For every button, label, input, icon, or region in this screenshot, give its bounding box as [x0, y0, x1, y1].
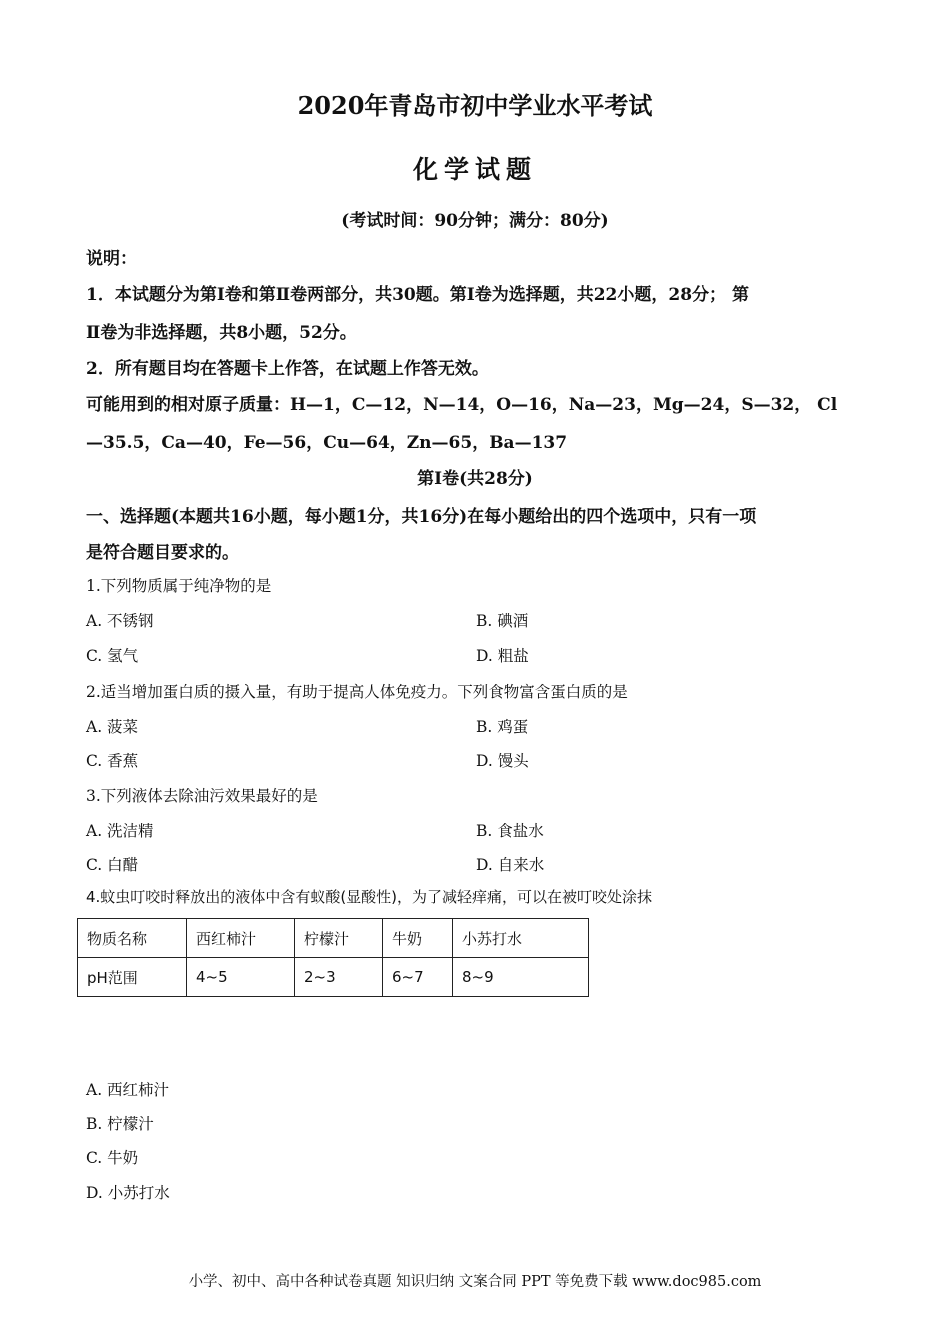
table-cell: 物质名称: [78, 919, 187, 958]
section-title: 第Ⅰ卷(共28分): [417, 469, 533, 489]
table-cell: pH范围: [78, 958, 187, 997]
instruction-item-1-line-1: 1．本试题分为第Ⅰ卷和第Ⅱ卷两部分，共30题。第Ⅰ卷为选择题，共22小题，28分； 第: [86, 285, 749, 305]
question-1-option-c: C. 氢气: [86, 647, 139, 665]
question-3-option-b: B. 食盐水: [476, 822, 544, 840]
table-row: [78, 958, 589, 997]
table-cell: 6~7: [383, 958, 453, 997]
question-3-option-a: A. 洗洁精: [86, 822, 154, 840]
question-4-stem: 4.蚊虫叮咬时释放出的液体中含有蚁酸(显酸性)，为了减轻痒痛，可以在被叮咬处涂抹: [86, 888, 653, 906]
part-instruction-line-1: 一、选择题(本题共16小题，每小题1分，共16分)在每小题给出的四个选项中，只有一项: [86, 507, 757, 527]
question-3-option-d: D. 自来水: [476, 856, 545, 874]
exam-title: 2020年青岛市初中学业水平考试: [297, 91, 653, 120]
table-cell: 西红柿汁: [187, 919, 295, 958]
footer-text: 小学、初中、高中各种试卷真题 知识归纳 文案合同 PPT 等免费下载 www.doc985.com: [188, 1274, 762, 1290]
table-cell: 牛奶: [383, 919, 453, 958]
question-1-option-b: B. 碘酒: [476, 612, 529, 630]
ph-range-table: [77, 918, 589, 997]
question-3-stem: 3.下列液体去除油污效果最好的是: [86, 787, 318, 805]
question-1-option-a: A. 不锈钢: [86, 612, 154, 630]
question-1-stem: 1.下列物质属于纯净物的是: [86, 577, 272, 595]
table-cell: 柠檬汁: [295, 919, 383, 958]
question-2-stem: 2.适当增加蛋白质的摄入量，有助于提高人体免疫力。下列食物富含蛋白质的是: [86, 683, 628, 701]
instruction-item-2: 2．所有题目均在答题卡上作答，在试题上作答无效。: [86, 359, 489, 379]
question-3-option-c: C. 白醋: [86, 856, 139, 874]
instructions-heading: 说明：: [86, 249, 137, 269]
atomic-mass-line-2: —35.5，Ca—40，Fe—56，Cu—64，Zn—65，Ba—137: [86, 433, 568, 453]
exam-info: (考试时间：90分钟；满分：80分): [341, 211, 609, 231]
table-cell: 小苏打水: [453, 919, 589, 958]
subject-title: 化学试题: [412, 155, 537, 184]
part-instruction-line-2: 是符合题目要求的。: [86, 543, 239, 563]
question-2-option-d: D. 馒头: [476, 752, 529, 770]
question-1-option-d: D. 粗盐: [476, 647, 529, 665]
table-cell: 4~5: [187, 958, 295, 997]
question-4-option-b: B. 柠檬汁: [86, 1115, 154, 1133]
question-2-option-c: C. 香蕉: [86, 752, 139, 770]
instruction-item-1-line-2: Ⅱ卷为非选择题，共8小题，52分。: [86, 323, 357, 343]
table-header-row: [78, 919, 589, 958]
question-4-option-a: A. 西红柿汁: [86, 1081, 170, 1099]
question-2-option-b: B. 鸡蛋: [476, 718, 529, 736]
table-cell: 8~9: [453, 958, 589, 997]
question-4-option-d: D. 小苏打水: [86, 1184, 170, 1202]
atomic-mass-line-1: 可能用到的相对原子质量：H—1，C—12，N—14，O—16，Na—23，Mg—24，S—32， Cl: [86, 395, 838, 415]
table-cell: 2~3: [295, 958, 383, 997]
question-4-option-c: C. 牛奶: [86, 1149, 139, 1167]
question-2-option-a: A. 菠菜: [86, 718, 139, 736]
